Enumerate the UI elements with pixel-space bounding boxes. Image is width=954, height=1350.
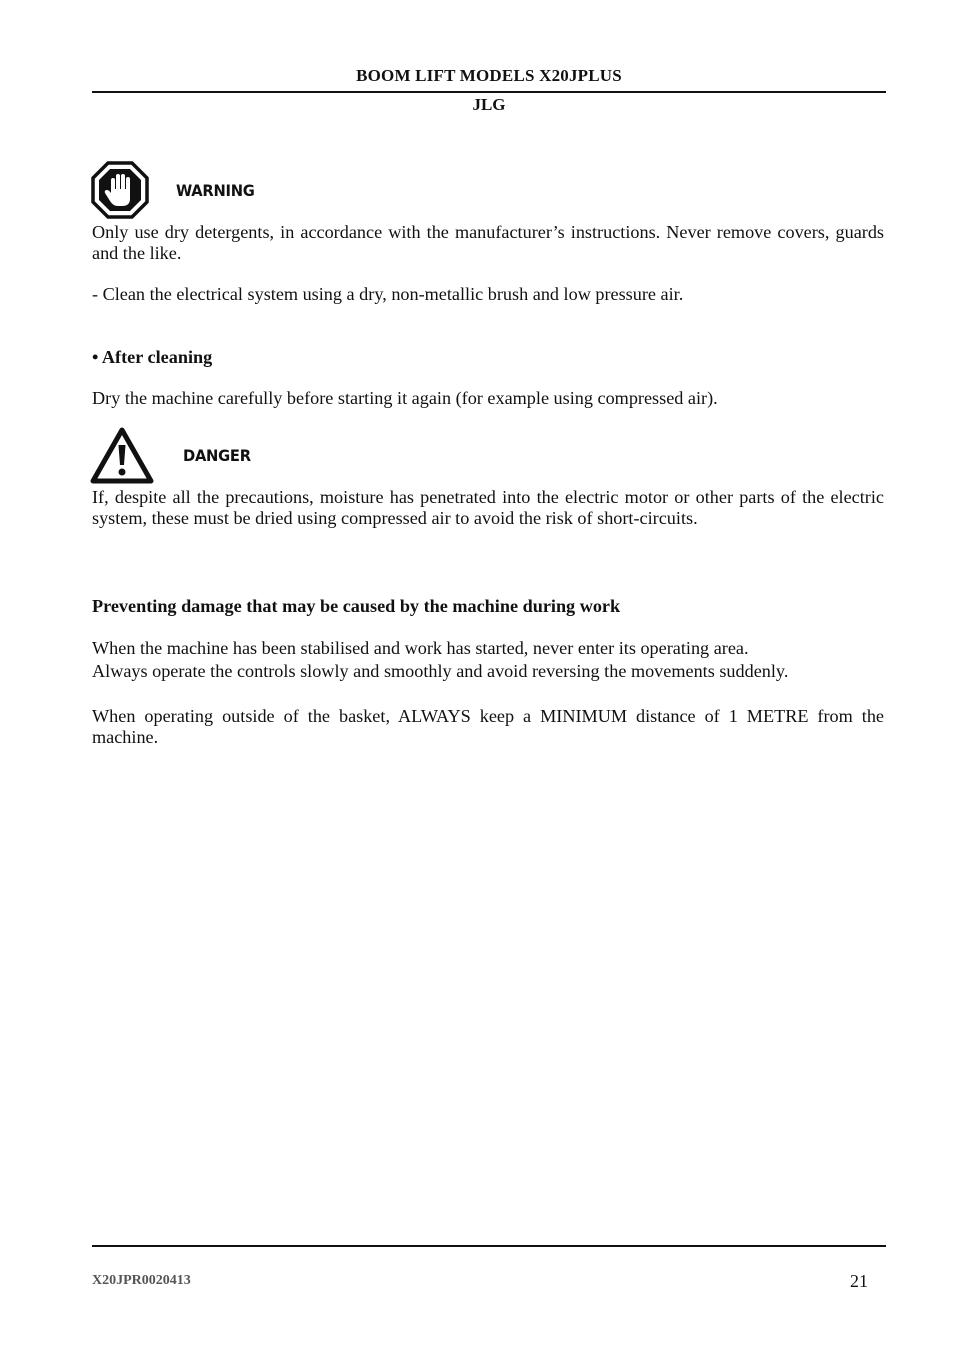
- after-cleaning-title: After cleaning: [101, 347, 213, 367]
- header-rule: [92, 91, 886, 93]
- danger-text: If, despite all the precautions, moisture has penetrated into the electric motor or other parts of the electric system, these must be dried using compressed air to avoid the risk of short-circuits.: [92, 487, 884, 528]
- electrical-note: - Clean the electrical system using a dry, non-metallic brush and low pressure air.: [92, 284, 684, 304]
- warning-triangle-icon: [90, 427, 154, 490]
- page-number: 21: [850, 1271, 868, 1291]
- warning-label: WARNING: [176, 181, 255, 200]
- header-title: BOOM LIFT MODELS X20JPLUS: [356, 66, 622, 85]
- section-title: Preventing damage that may be caused by the machine during work: [92, 596, 621, 616]
- document-code: X20JPR0020413: [92, 1273, 191, 1288]
- warning-text: Only use dry detergents, in accordance with the manufacturer’s instructions. Never remove covers, guards and the like.: [92, 222, 884, 263]
- section-line-2: Always operate the controls slowly and smoothly and avoid reversing the movements suddenly.: [92, 661, 789, 681]
- danger-label: DANGER: [183, 446, 251, 465]
- after-cleaning-heading: [92, 347, 884, 368]
- section-line-1: When the machine has been stabilised and work has started, never enter its operating area.: [92, 638, 749, 658]
- after-cleaning-text: Dry the machine carefully before starting it again (for example using compressed air).: [92, 388, 718, 408]
- bullet-marker: •: [92, 347, 99, 367]
- footer-rule: [92, 1245, 886, 1247]
- section-line-3: When operating outside of the basket, ALWAYS keep a MINIMUM distance of 1 METRE from the machine.: [92, 706, 884, 747]
- stop-hand-icon: [91, 161, 149, 224]
- header-subtitle: JLG: [472, 95, 506, 114]
